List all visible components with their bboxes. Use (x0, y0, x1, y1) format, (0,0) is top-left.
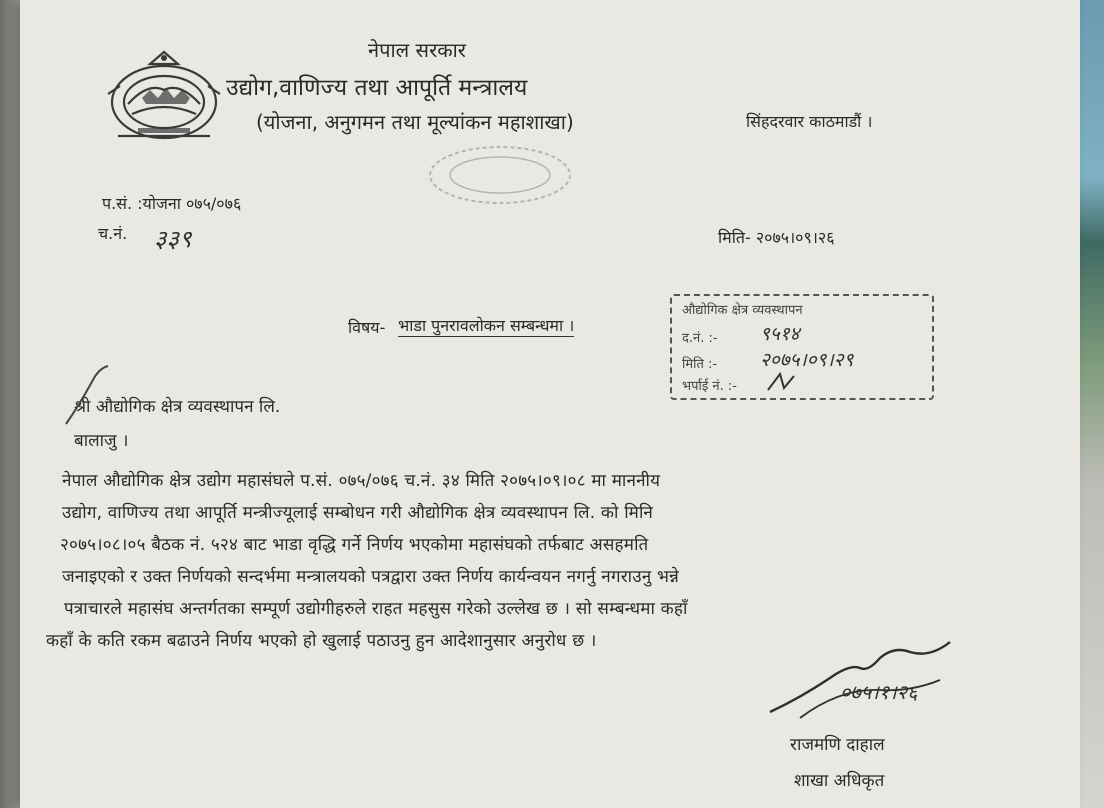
body-line-4: जनाइएको र उक्त निर्णयको सन्दर्भमा मन्त्रालयको पत्रद्वारा उक्त निर्णय कार्यन्वयन नगर्नु नगराउनु भन्ने (62, 567, 680, 587)
received-stamp (670, 294, 934, 400)
stamp-miti-label: मिति :- (682, 357, 718, 372)
body-line-6: कहाँ के कति रकम बढाउने निर्णय भएको हो खुलाई पठाउनु हुन आदेशानुसार अनुरोध छ । (46, 631, 597, 651)
division-name: (योजना, अनुगमन तथा मूल्यांकन महाशाखा) (256, 110, 574, 134)
subject-text: भाडा पुनरावलोकन सम्बन्धमा । (398, 316, 575, 335)
recipient-line1: श्री औद्योगिक क्षेत्र व्यवस्थापन लि. (74, 397, 281, 417)
cn-label: च.नं. (98, 224, 128, 243)
stamp-miti-value: २०७५।०९।२९ (760, 349, 854, 371)
stamp-scribble-icon (764, 370, 804, 394)
recipient-line2: बालाजु । (74, 431, 129, 451)
stamp-title: औद्योगिक क्षेत्र व्यवस्थापन (682, 303, 803, 318)
subject-label: विषय- (348, 318, 386, 337)
letter-page (20, 0, 1080, 808)
ps-number: प.सं. :योजना ०७५/०७६ (102, 194, 242, 213)
nepal-emblem-icon (98, 44, 230, 148)
check-mark-icon (60, 364, 130, 434)
faded-stamp-icon (420, 140, 580, 210)
ministry-name: उद्योग,वाणिज्य तथा आपूर्ति मन्त्रालय (226, 75, 528, 101)
stamp-bharpai-label: भर्पाई नं. :- (682, 379, 737, 394)
signatory-title: शाखा अधिकृत (794, 771, 885, 791)
office-location: सिंहदरवार काठमाडौं । (746, 112, 873, 131)
cn-value: ३३९ (154, 225, 192, 253)
stamp-darta-label: द.नं. :- (682, 331, 718, 346)
stamp-darta-value: ९५१४ (760, 323, 800, 345)
letter-date: मिति- २०७५।०९।२६ (718, 228, 835, 247)
body-line-1: नेपाल औद्योगिक क्षेत्र उद्योग महासंघले प.सं. ०७५/०७६ च.नं. ३४ मिति २०७५।०९।०८ मा माननीय (62, 471, 661, 491)
signature-date: ०७५।१।२६ (840, 680, 918, 704)
body-line-2: उद्योग, वाणिज्य तथा आपूर्ति मन्त्रीज्यूलाई सम्बोधन गरी औद्योगिक क्षेत्र व्यवस्थापन लि. को मिनि (62, 503, 654, 523)
signatory-name: राजमणि दाहाल (790, 735, 885, 755)
government-name: नेपाल सरकार (368, 38, 466, 62)
body-line-3: २०७५।०८।०५ बैठक नं. ५२४ बाट भाडा वृद्धि गर्ने निर्णय भएकोमा महासंघको तर्फबाट असहमति (60, 535, 649, 555)
body-line-5: पत्राचारले महासंघ अन्तर्गतका सम्पूर्ण उद्योगीहरुले राहत महसुस गरेको उल्लेख छ । सो सम्बन्धमा कहाँ (64, 599, 688, 619)
